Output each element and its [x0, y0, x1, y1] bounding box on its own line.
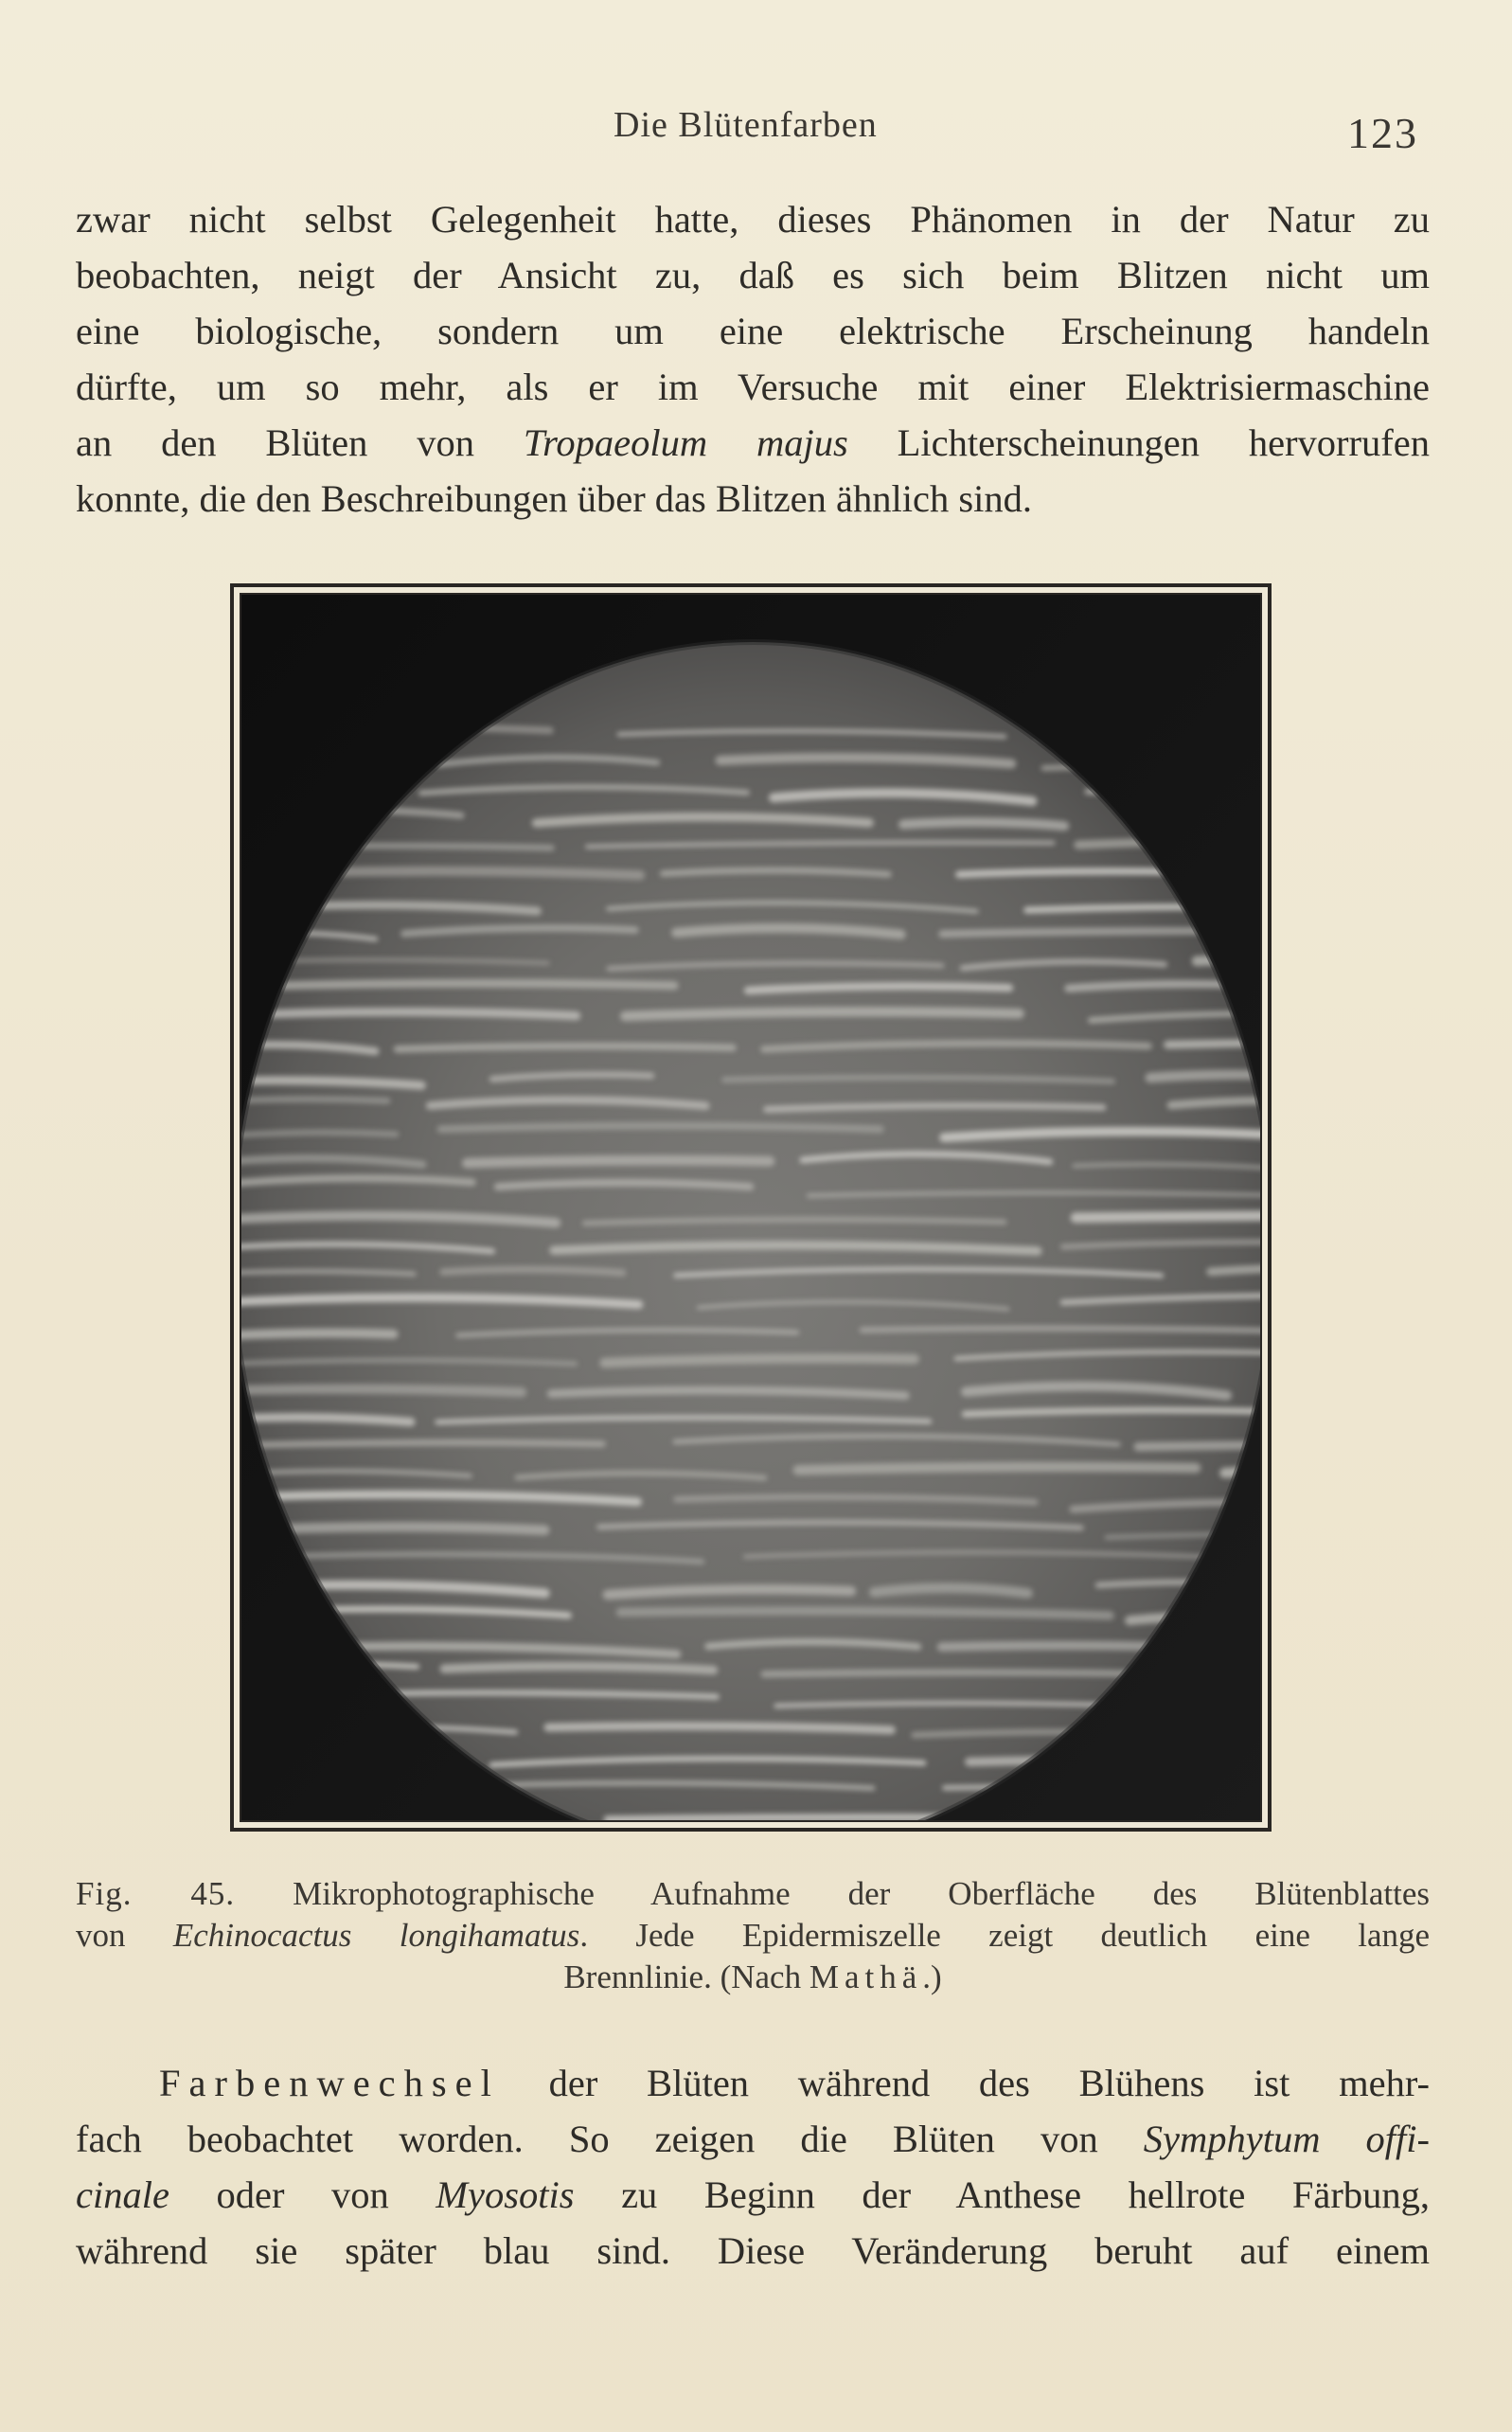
cell-band — [620, 1611, 1110, 1616]
caption-fragment: von — [76, 1917, 173, 1954]
cell-band — [1171, 1100, 1262, 1105]
genus-name: Myosotis — [436, 2173, 575, 2216]
cell-band — [605, 1358, 915, 1363]
text-fragment: der Blüten während des Blühens ist mehr- — [499, 2062, 1430, 2104]
text-line: während sie später blau sind. Diese Veränderung beruht auf einem — [76, 2229, 1430, 2272]
cell-band — [625, 1011, 1019, 1016]
text-fragment: an den Blüten von — [76, 421, 524, 464]
cell-band — [241, 1389, 522, 1392]
caption-line — [76, 1873, 1430, 1915]
page-number: 123 — [1347, 109, 1418, 157]
running-head — [0, 104, 1512, 161]
running-title: Die Blütenfarben — [614, 105, 878, 145]
figure-caption — [76, 1873, 1430, 1998]
cell-band — [767, 1106, 1103, 1110]
caption-line — [76, 1915, 1430, 1957]
text-line — [76, 2167, 1430, 2223]
cell-band — [241, 1418, 411, 1422]
caption-fragment: Mikrophotographische Aufnahme der Oberfläche des Blütenblattes — [235, 1875, 1430, 1912]
text-fragment: fach beobachtet worden. So zeigen die Blüten von — [76, 2118, 1144, 2160]
species-name: Echinocactus longihamatus — [172, 1917, 580, 1954]
cell-band — [443, 1269, 623, 1272]
cell-band — [241, 1081, 421, 1085]
species-name: Tropaeolum majus — [523, 421, 848, 464]
caption-fragment: Brennlinie. (Nach — [563, 1958, 809, 1995]
cell-band — [863, 1329, 1262, 1332]
caption-line — [76, 1957, 1430, 1998]
text-fragment: Lichterscheinungen hervorrufen — [847, 421, 1430, 464]
cell-band — [903, 822, 1064, 826]
micrograph-photo — [240, 593, 1262, 1822]
figure-label: Fig. 45. — [76, 1875, 236, 1912]
caption-fragment: . Jede Epidermiszelle zeigt deutlich eine lange — [579, 1917, 1431, 1954]
bottom-paragraph — [76, 2055, 1430, 2279]
cell-band — [548, 1726, 892, 1729]
cell-band — [241, 1100, 387, 1102]
cell-band — [874, 1588, 1027, 1594]
cell-band — [241, 1333, 394, 1337]
text-fragment: oder von — [169, 2173, 436, 2216]
cell-band — [1211, 1266, 1262, 1271]
cell-band — [241, 1442, 602, 1446]
text-line — [76, 415, 1430, 471]
cell-band — [798, 1467, 1196, 1470]
text-line — [76, 2055, 1430, 2111]
cell-band — [398, 1046, 733, 1049]
text-line: eine biologische, sondern um eine elektrische Erscheinung handeln — [76, 310, 1430, 352]
micrograph-image — [241, 595, 1262, 1822]
species-name: Symphytum offi- — [1143, 2118, 1430, 2160]
cell-band — [498, 1183, 751, 1187]
top-paragraph — [76, 191, 1430, 527]
caption-fragment: .) — [922, 1958, 942, 1995]
cell-band — [241, 983, 674, 988]
spaced-term: Farbenwechsel — [159, 2062, 500, 2104]
text-line: zwar nicht selbst Gelegenheit hatte, dieses Phänomen in der Natur zu — [76, 198, 1430, 241]
species-name: cinale — [76, 2173, 169, 2216]
cell-band — [467, 1160, 770, 1163]
figure-frame — [230, 583, 1272, 1832]
cell-band — [440, 1126, 880, 1130]
cell-band — [241, 1011, 577, 1016]
text-line: konnte, die den Beschreibungen über das Blitzen ähnlich sind. — [76, 477, 1032, 520]
cell-band — [748, 986, 1009, 991]
text-line — [76, 2111, 1430, 2167]
cell-band — [608, 1589, 851, 1595]
author-name: Mathä — [809, 1958, 923, 1995]
text-fragment: zu Beginn der Anthese hellrote Färbung, — [574, 2173, 1430, 2216]
text-line: beobachten, neigt der Ansicht zu, daß es sich beim Blitzen nicht um — [76, 254, 1430, 296]
text-line: dürfte, um so mehr, als er im Versuche mit einer Elektrisiermaschine — [76, 366, 1430, 408]
cell-band — [444, 1666, 713, 1670]
cell-band — [1150, 1075, 1262, 1078]
cell-band — [1076, 1215, 1262, 1217]
